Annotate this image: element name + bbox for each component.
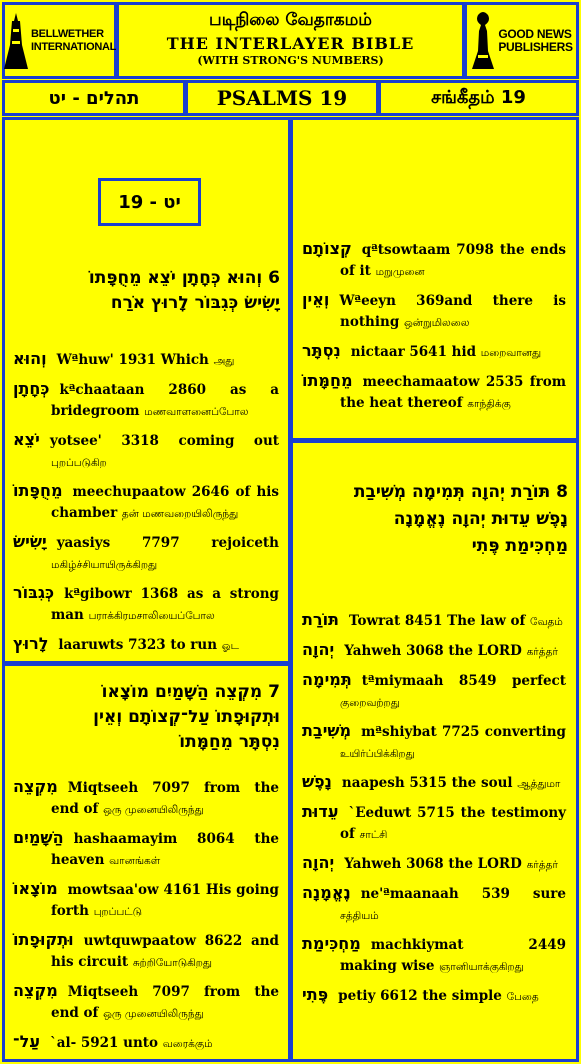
goodnews-logo bbox=[464, 2, 579, 79]
logo-line2: INTERNATIONAL bbox=[30, 40, 117, 53]
word-entry: לָרוּץ laaruwts 7323 to run ஓட bbox=[13, 634, 239, 653]
panel-verse7-cont bbox=[290, 117, 579, 441]
word-entry: מְשִׁיבַת mªshiybat 7725 converting உயிர்ப்பிக்கிறது bbox=[302, 721, 566, 760]
word-entry: יָשִׂישׂ yaasiys 7797 rejoiceth மகிழ்ச்சியாயிருக்கிறது bbox=[13, 532, 279, 571]
word-entry: וּתְקוּפָתוֹ uwtquwpaatow 8622 and his circuit சுற்றியோடுகிறது bbox=[13, 930, 279, 970]
word-entry: הַשָּׁמַיִם hashaamayim 8064 the heaven வானங்கள் bbox=[13, 828, 279, 868]
logo-line2: PUBLISHERS bbox=[498, 39, 573, 54]
logo-line1: GOOD NEWS bbox=[498, 26, 572, 41]
word-entry: קְצוֹתָם qªtsowtaam 7098 the ends of it மறுமுனை bbox=[302, 239, 566, 279]
verse6-hebrew-line2: יָשִׂישׂ כְּגִבּוֹר לָרוּץ אֹרַח bbox=[110, 293, 280, 313]
verse6-entries bbox=[13, 348, 279, 687]
tower-icon bbox=[3, 11, 29, 71]
word-entry: תְּמִימָה tªmiymaah 8549 perfect குறைவற்றது bbox=[302, 670, 566, 709]
word-entry: נָפֶשׁ naapesh 5315 the soul ஆத்துமா bbox=[302, 772, 561, 791]
word-entry: מֵחַמָּתוֹ meechamaatow 2535 from the heat thereof காந்திக்கு bbox=[302, 371, 566, 411]
chapter-badge bbox=[98, 178, 201, 226]
verse6-hebrew bbox=[13, 266, 280, 316]
chapter-badge-label: יט - 19 bbox=[118, 191, 181, 213]
word-entry: נִסְתָּר nictaar 5641 hid மறைவானது bbox=[302, 341, 542, 360]
word-entry: מִקְצֵה Miqtseeh 7097 from the end of ஒரு முனையிலிருந்து bbox=[13, 777, 279, 817]
tab-tamil bbox=[378, 80, 579, 116]
word-entry: כְּגִבּוֹר kªgibowr 1368 as a strong man பராக்கிரமசாலியைப்போல bbox=[13, 583, 279, 623]
word-entry: עֵדוּת `Eeduwt 5715 the testimony of சாட்சி bbox=[302, 802, 566, 842]
word-entry: מוֹצָאוֹ mowtsaa'ow 4161 His going forth புறப்பட்டு bbox=[13, 879, 279, 919]
panel-verse8 bbox=[290, 440, 579, 1062]
tab-english bbox=[185, 80, 379, 116]
tab-english-label: PSALMS 19 bbox=[216, 86, 348, 110]
tab-tamil-label: சங்கீதம் 19 bbox=[431, 86, 526, 108]
verse7-cont-entries bbox=[302, 238, 566, 415]
word-entry: עַל־ `al- 5921 unto வரைக்கும் bbox=[13, 1032, 213, 1051]
tab-hebrew bbox=[2, 80, 186, 116]
word-entry: כְּחָתָן kªchaataan 2860 as a bridegroom மணவாளனைப்போல bbox=[13, 379, 279, 419]
word-entry: וְאֵין Wªeeyn 369and there is nothing ஒன்றுமிலலை bbox=[302, 290, 566, 330]
verse7-entries bbox=[13, 776, 279, 1055]
panel-verse6 bbox=[2, 117, 291, 664]
tab-hebrew-label: תהלים - יט bbox=[48, 87, 140, 109]
word-entry: יְהוָה Yahweh 3068 the LORD கர்த்தர் bbox=[302, 640, 558, 659]
word-entry: יְהוָה Yahweh 3068 the LORD கர்த்தர் bbox=[302, 853, 558, 872]
panel-verse7 bbox=[2, 663, 291, 1062]
verse7-hebrew-line2: וּתְקוּפָתוֹ עַל־קְצוֹתָם וְאֵין bbox=[93, 707, 280, 727]
word-entry: מַחְכִּימַת machkiymat 2449 making wise ஞானியாக்குகிறது bbox=[302, 934, 566, 974]
word-entry: מִקְצֵה Miqtseeh 7097 from the end of ஒரு முனையிலிருந்து bbox=[13, 981, 279, 1021]
title-tamil: படிநிலை வேதாகமம் bbox=[209, 10, 372, 30]
word-entry: וְהוּא Wªhuw' 1931 Which அது bbox=[13, 349, 235, 368]
title-english: THE INTERLAYER BIBLE bbox=[166, 34, 415, 53]
verse7-hebrew-line3: נִסְתָּר מֵחַמָּתוֹ bbox=[179, 732, 280, 752]
verse8-hebrew-line1: 8 תּוֹרַת יְהוָה תְּמִימָה מְשִׁיבַת bbox=[353, 482, 568, 502]
logo-line1: BELLWETHER bbox=[30, 27, 104, 40]
word-entry: נֶאֱמָנָה ne'ªmaanaah 539 sure சத்தியம் bbox=[302, 883, 566, 922]
verse6-hebrew-line1: 6 וְהוּא כְּחָתָן יֹצֵא מֵחֻפָּתוֹ bbox=[88, 268, 280, 288]
word-entry: יֹצֵא yotsee' 3318 coming out புறப்படுகிற bbox=[13, 430, 279, 469]
word-entry: מֵחֻפָּתוֹ meechupaatow 2646 of his chamber தன் மணவறையிலிருந்து bbox=[13, 481, 279, 521]
subtitle: (WITH STRONG'S NUMBERS) bbox=[197, 54, 384, 67]
verse8-hebrew-line2: נָפֶשׁ עֵדוּת יְהוָה נֶאֱמָנָה bbox=[393, 509, 568, 529]
verse8-hebrew bbox=[301, 479, 568, 560]
verse8-hebrew-line3: מַחְכִּימַת פֶּתִי bbox=[471, 536, 568, 556]
verse8-entries bbox=[302, 609, 566, 1008]
torch-icon bbox=[470, 11, 496, 71]
word-entry: פֶּתִי petiy 6612 the simple பேதை bbox=[302, 985, 539, 1004]
title-block bbox=[116, 2, 465, 79]
bellwether-logo bbox=[2, 2, 117, 79]
verse7-hebrew bbox=[13, 680, 280, 755]
verse7-hebrew-line1: 7 מִקְצֵה הַשָּׁמַיִם מוֹצָאוֹ bbox=[101, 682, 280, 702]
word-entry: תּוֹרַת Towrat 8451 The law of வேதம் bbox=[302, 610, 563, 629]
